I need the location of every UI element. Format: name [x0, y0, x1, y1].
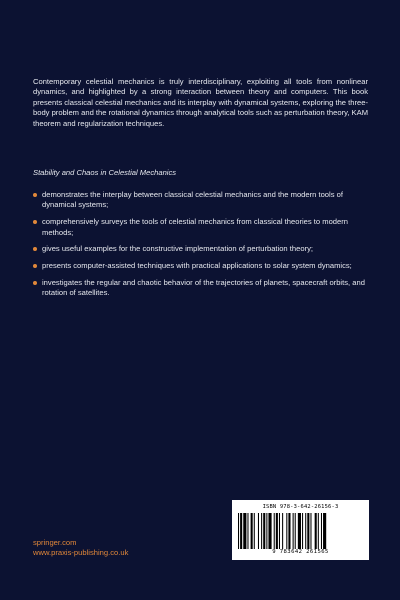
book-subtitle: Stability and Chaos in Celestial Mechanics [33, 168, 177, 177]
bullet-dot-icon [33, 220, 37, 224]
isbn-barcode [232, 500, 369, 560]
feature-text: comprehensively surveys the tools of celestial mechanics from classical theories to modern methods; [42, 217, 348, 237]
barcode-bar [293, 513, 294, 549]
feature-item [33, 190, 368, 211]
feature-text: investigates the regular and chaotic behavior of the trajectories of planets, spacecraft orbits, and rotation of satellites. [42, 278, 365, 298]
barcode-bar [302, 513, 303, 549]
barcode-bar [298, 513, 301, 549]
barcode-bar [268, 513, 271, 549]
barcode-bar [251, 513, 253, 549]
publisher-links [33, 538, 128, 558]
feature-item [33, 217, 368, 238]
barcode-bar [318, 513, 319, 549]
bullet-dot-icon [33, 264, 37, 268]
barcode-bar [295, 513, 296, 549]
barcode-bar [310, 513, 311, 549]
bullet-dot-icon [33, 247, 37, 251]
barcode-bar [258, 513, 259, 549]
barcode-bar [266, 513, 267, 549]
barcode-bar [261, 513, 262, 549]
barcode-bar [263, 513, 265, 549]
bullet-dot-icon [33, 193, 37, 197]
feature-text: demonstrates the interplay between classical celestial mechanics and the modern tools of dynamical systems; [42, 190, 343, 210]
barcode-icon [236, 513, 365, 549]
barcode-bar [307, 513, 309, 549]
barcode-bar [279, 513, 280, 549]
barcode-bar [254, 513, 255, 549]
barcode-bar [282, 513, 283, 549]
barcode-bar [321, 513, 322, 549]
book-description: Contemporary celestial mechanics is truly interdisciplinary, exploiting all tools from nonlinear dynamics, and highlighted by a strong interaction between theory and computers. This book presents classical celestial mechanics and its interplay with dynamical systems, exploring the three-body problem and the rotational dynamics through analytical tools such as perturbation theory, KAM theorem and regularization techniques. [33, 77, 369, 128]
feature-text: presents computer-assisted techniques with practical applications to solar system dynamics; [42, 261, 352, 271]
barcode-bar [238, 513, 239, 549]
feature-item [33, 244, 368, 254]
bullet-dot-icon [33, 281, 37, 285]
isbn-number: ISBN 978-3-642-26156-3 [262, 504, 339, 510]
barcode-digits: 9 783642 261565 [272, 549, 329, 555]
barcode-bar [240, 513, 242, 549]
barcode-bar [288, 513, 290, 549]
feature-item [33, 261, 368, 271]
barcode-bar [247, 513, 248, 549]
barcode-bar [315, 513, 317, 549]
feature-item [33, 278, 368, 299]
barcode-bar [243, 513, 246, 549]
barcode-bar [305, 513, 306, 549]
feature-list [33, 190, 368, 305]
springer-link[interactable]: springer.com [33, 538, 77, 547]
barcode-bar [286, 513, 287, 549]
barcode-bar [276, 513, 278, 549]
feature-text: gives useful examples for the constructive implementation of perturbation theory; [42, 244, 313, 254]
barcode-bar [274, 513, 275, 549]
barcode-bar [323, 513, 326, 549]
praxis-link[interactable]: www.praxis-publishing.co.uk [33, 548, 129, 557]
